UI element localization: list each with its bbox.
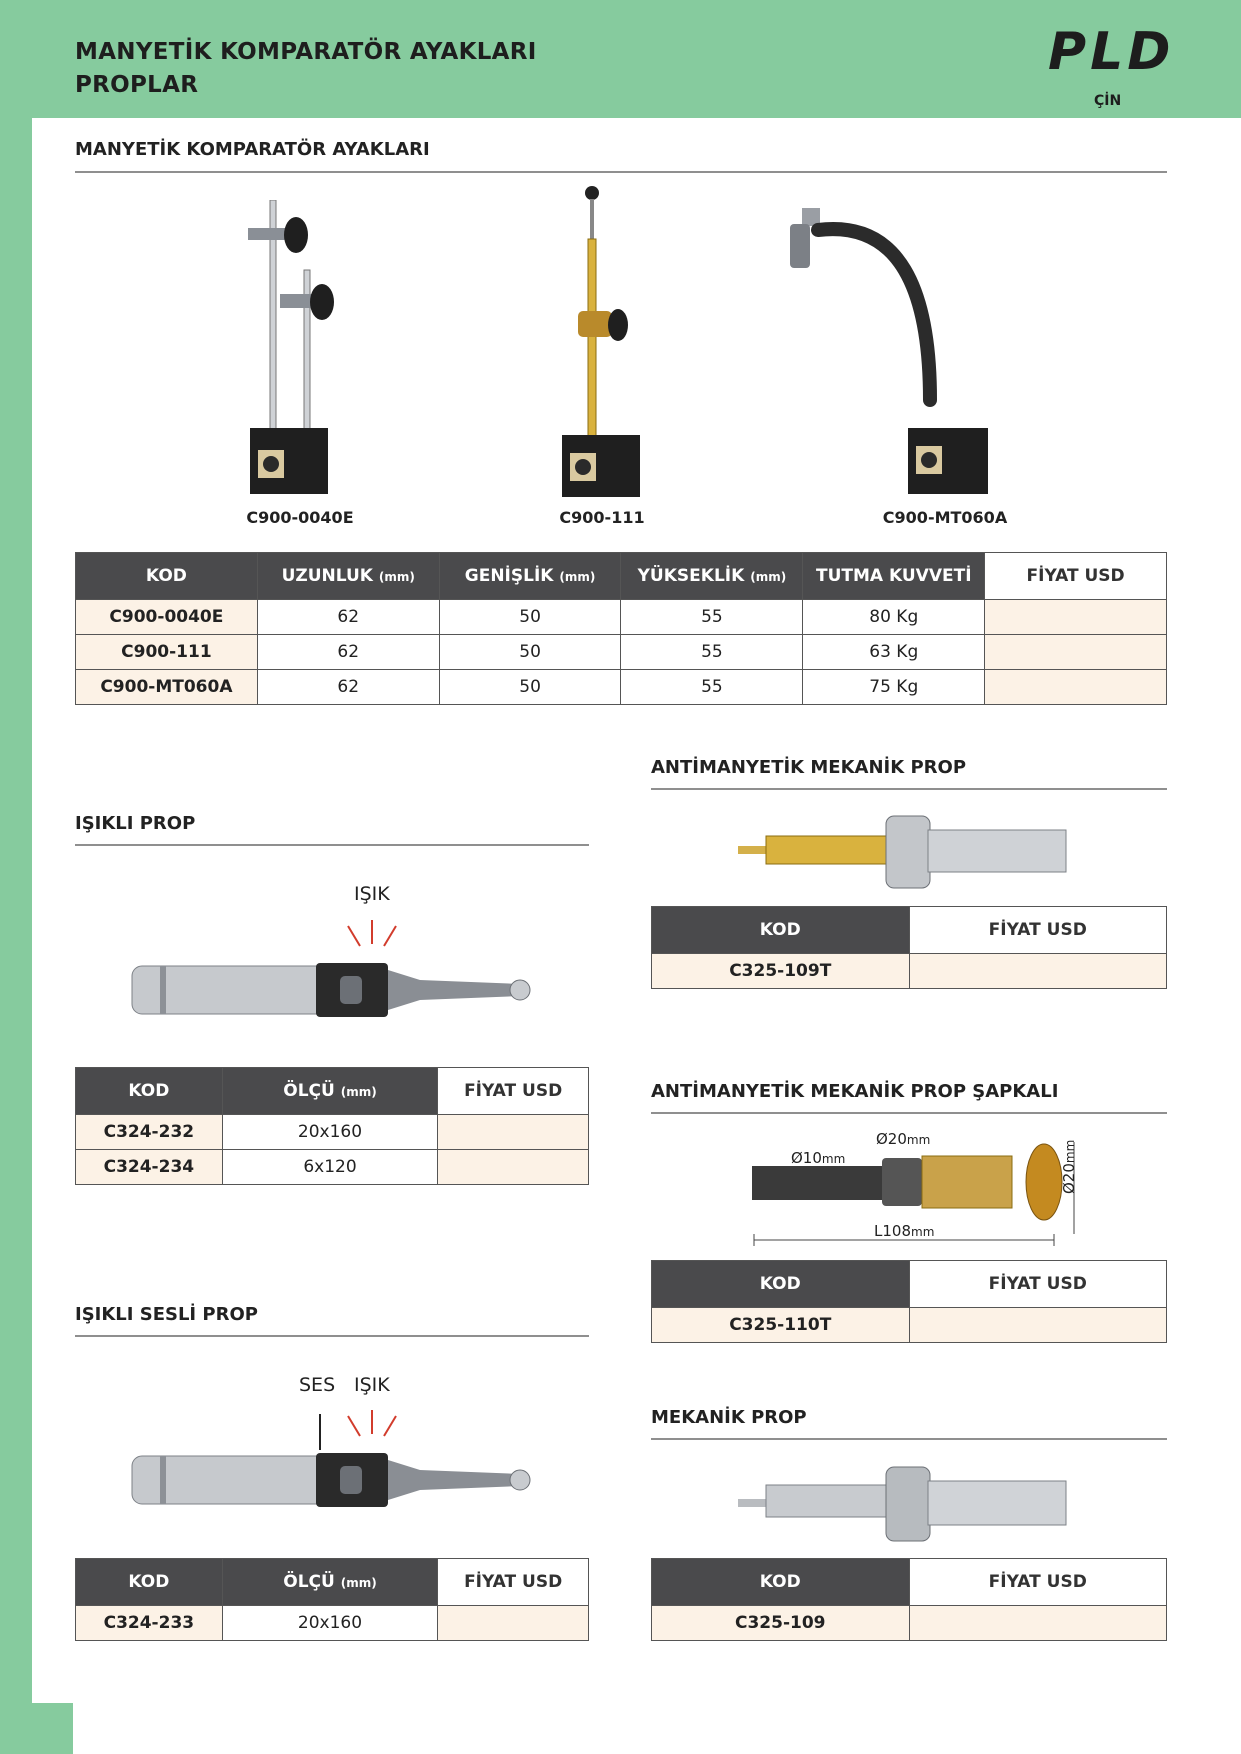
cell-uzunluk: 62 (257, 670, 439, 705)
cell-kod: C900-0040E (76, 600, 258, 635)
cell-kod: C900-MT060A (76, 670, 258, 705)
col-olcu-label: ÖLÇÜ (283, 1081, 335, 1101)
lighted-prop-image (130, 918, 540, 1018)
col-kod: KOD (652, 1261, 910, 1308)
caption-stand-1: C900-0040E (246, 508, 354, 527)
country-label: ÇİN (1094, 93, 1122, 109)
brand-logo: PLD (1048, 22, 1175, 82)
col-fiyat: FİYAT USD (909, 907, 1167, 954)
table-header-row (652, 1559, 1167, 1606)
dim-length-label (874, 1222, 934, 1240)
table-row (76, 1150, 589, 1185)
cell-genislik: 50 (439, 670, 621, 705)
col-fiyat: FİYAT USD (909, 1559, 1167, 1606)
col-genislik-unit: (mm) (559, 570, 596, 584)
col-uzunluk-unit: (mm) (378, 570, 415, 584)
cell-fiyat (909, 1308, 1167, 1343)
cell-genislik: 50 (439, 635, 621, 670)
col-yukseklik-label: YÜKSEKLİK (637, 566, 745, 586)
dim-length-unit: mm (911, 1225, 935, 1239)
table-row (76, 1115, 589, 1150)
cell-yukseklik: 55 (621, 670, 803, 705)
section-title-antimanyetik: ANTİMANYETİK MEKANİK PROP (651, 757, 967, 778)
cell-uzunluk: 62 (257, 600, 439, 635)
cell-fiyat (985, 635, 1167, 670)
cell-kod: C324-233 (76, 1606, 223, 1641)
cell-fiyat (985, 600, 1167, 635)
caption-stand-3: C900-MT060A (882, 508, 1008, 527)
col-fiyat: FİYAT USD (985, 553, 1167, 600)
cell-kod: C325-109T (652, 954, 910, 989)
table-header-row (76, 1559, 589, 1606)
stand-c900-0040e-image (240, 200, 360, 500)
section-rule (75, 844, 589, 846)
left-band (0, 0, 32, 1754)
table-row (76, 600, 1167, 635)
cell-fiyat (438, 1150, 589, 1185)
table-header-row (652, 1261, 1167, 1308)
antimanyetik-table (651, 906, 1167, 989)
table-header-row (76, 553, 1167, 600)
light-rays-icon (348, 1410, 396, 1436)
cell-kod: C900-111 (76, 635, 258, 670)
col-olcu (222, 1068, 438, 1115)
dim-d20-top-value: Ø20 (876, 1130, 907, 1148)
dim-d10-label (791, 1149, 845, 1167)
col-kod: KOD (76, 553, 258, 600)
section-title-antimanyetik-sapkali: ANTİMANYETİK MEKANİK PROP ŞAPKALI (651, 1081, 1059, 1102)
cell-fiyat (985, 670, 1167, 705)
col-kod: KOD (76, 1068, 223, 1115)
dim-d10-unit: mm (821, 1152, 846, 1166)
stand-c900-mt060a-image (780, 200, 1000, 500)
dim-d20-top-unit: mm (906, 1133, 931, 1147)
cell-uzunluk: 62 (257, 635, 439, 670)
cell-fiyat (438, 1606, 589, 1641)
col-tutma: TUTMA KUVVETİ (803, 553, 985, 600)
cell-olcu: 20x160 (222, 1115, 438, 1150)
col-olcu-unit: (mm) (340, 1576, 377, 1590)
col-kod: KOD (652, 1559, 910, 1606)
table-header-row (652, 907, 1167, 954)
section-title-stands: MANYETİK KOMPARATÖR AYAKLARI (75, 139, 430, 160)
antimanyetik-sapkali-table (651, 1260, 1167, 1343)
table-row (76, 670, 1167, 705)
page-title (75, 36, 537, 102)
antimagnetic-prop-image (738, 812, 1078, 892)
caption-stand-2: C900-111 (559, 508, 645, 527)
stands-table (75, 552, 1167, 705)
stand-c900-111-image (552, 185, 652, 500)
mechanical-prop-image (738, 1465, 1078, 1545)
col-yukseklik-unit: (mm) (750, 570, 787, 584)
table-row (652, 1308, 1167, 1343)
dim-d20-side-unit: mm (1063, 1139, 1077, 1164)
cell-tutma: 63 Kg (803, 635, 985, 670)
col-genislik-label: GENİŞLİK (464, 566, 554, 586)
table-row (652, 954, 1167, 989)
cell-kod: C324-232 (76, 1115, 223, 1150)
dim-d10-value: Ø10 (791, 1149, 822, 1167)
section-title-isikli-sesli: IŞIKLI SESLİ PROP (75, 1304, 258, 1325)
section-rule (651, 1438, 1167, 1440)
cell-olcu: 6x120 (222, 1150, 438, 1185)
dim-d20-top-label (876, 1130, 930, 1148)
page-title-line2: PROPLAR (75, 72, 199, 98)
col-uzunluk (257, 553, 439, 600)
col-olcu-unit: (mm) (340, 1085, 377, 1099)
dim-d20-side-value: Ø20 (1060, 1163, 1078, 1194)
isikli-sesli-table (75, 1558, 589, 1641)
section-title-mekanik: MEKANİK PROP (651, 1407, 807, 1428)
col-olcu-label: ÖLÇÜ (283, 1572, 335, 1592)
cell-fiyat (909, 954, 1167, 989)
col-genislik (439, 553, 621, 600)
isikli-table (75, 1067, 589, 1185)
cell-kod: C324-234 (76, 1150, 223, 1185)
col-fiyat: FİYAT USD (438, 1068, 589, 1115)
section-rule (75, 1335, 589, 1337)
section-rule (651, 1112, 1167, 1114)
table-row (652, 1606, 1167, 1641)
cell-kod: C325-109 (652, 1606, 910, 1641)
table-row (76, 1606, 589, 1641)
bottom-corner-band (0, 1703, 73, 1754)
light-label: IŞIK (354, 883, 390, 905)
light-label: IŞIK (354, 1374, 390, 1396)
col-yukseklik (621, 553, 803, 600)
col-fiyat: FİYAT USD (438, 1559, 589, 1606)
page-title-line1: MANYETİK KOMPARATÖR AYAKLARI (75, 39, 537, 65)
cell-olcu: 20x160 (222, 1606, 438, 1641)
cell-kod: C325-110T (652, 1308, 910, 1343)
cell-fiyat (438, 1115, 589, 1150)
mekanik-table (651, 1558, 1167, 1641)
cell-yukseklik: 55 (621, 635, 803, 670)
cell-genislik: 50 (439, 600, 621, 635)
section-rule (75, 171, 1167, 173)
cell-yukseklik: 55 (621, 600, 803, 635)
lighted-sound-prop-image (130, 1408, 540, 1508)
col-uzunluk-label: UZUNLUK (281, 566, 373, 586)
col-fiyat: FİYAT USD (909, 1261, 1167, 1308)
cell-tutma: 80 Kg (803, 600, 985, 635)
sound-label: SES (299, 1374, 336, 1396)
col-olcu (222, 1559, 438, 1606)
section-title-isikli: IŞIKLI PROP (75, 813, 196, 834)
table-header-row (76, 1068, 589, 1115)
col-kod: KOD (652, 907, 910, 954)
cell-fiyat (909, 1606, 1167, 1641)
dim-length-value: L108 (874, 1222, 911, 1240)
light-rays-icon (348, 920, 396, 946)
dim-d20-side-label (1060, 1140, 1078, 1194)
table-row (76, 635, 1167, 670)
section-rule (651, 788, 1167, 790)
col-kod: KOD (76, 1559, 223, 1606)
cell-tutma: 75 Kg (803, 670, 985, 705)
